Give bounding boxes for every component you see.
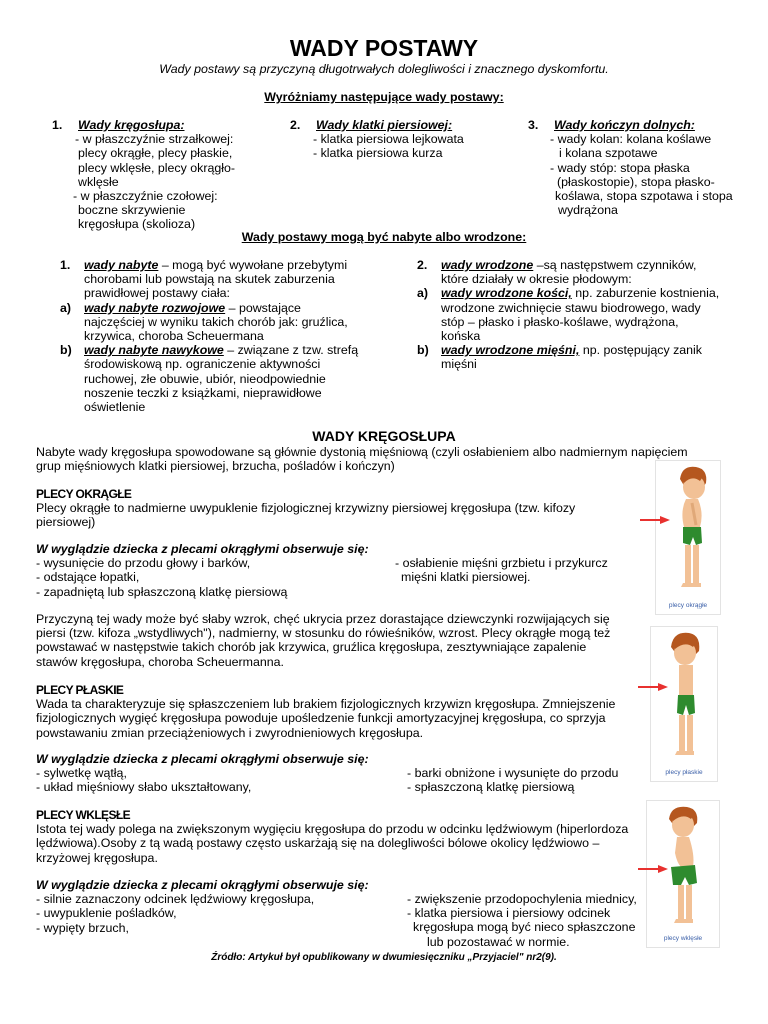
type-column-limbs: 3. Wady kończyn dolnych: - wady kolan: kolana koślawe i kolana szpotawe - wady stóp: stopa płaska (płaskostopie), stopa płasko- koślawa, stopa szpotawa i stopa wydrążona	[528, 118, 753, 217]
round-back-causes: Przyczyną tej wady może być słaby wzrok, chęć ukrycia przez dorastające dziewczynki rozwijających się piersi (tzw. kifoza „wstydliwych"), nadmierny, w stosunku do rówieśników, wzrost. Plecy okrągłe mogą też powstawać w następstwie takich chorób jak krzywica, gruźlica kręgosłupa, zesztywniające zapalenie stawów kręgosłupa, choroba Scheuermanna.	[36, 612, 611, 669]
flat-back-observations-right: - barki obniżone i wysunięte do przodu - spłaszczoną klatkę piersiową	[407, 766, 619, 795]
figure-caption: plecy wklęsłe	[663, 935, 703, 942]
spine-intro: Nabyte wady kręgosłupa spowodowane są głównie dystonią mięśniową (czyli osłabieniem albo nadmiernym napięciem grup mięśniowych klatki piersiowej, brzucha, pośladów i kończyn)	[36, 445, 688, 474]
round-back-section: PLECY OKRĄGŁE Plecy okrągłe to nadmierne uwypuklenie fizjologicznej krzywizny piersiowej kręgosłupa (tzw. kifozy piersiowej)	[36, 487, 646, 530]
type-heading: 2. Wady klatki piersiowej:	[290, 118, 453, 132]
hollow-back-observations: W wyglądzie dziecka z plecami okrągłymi obserwuje się: - silnie zaznaczony odcinek lędźwiowy kręgosłupa, - uwypuklenie pośladków, - wypięty brzuch,	[36, 878, 369, 935]
section-header-types: Wyróżniamy następujące wady postawy:	[264, 90, 504, 104]
hollow-back-heading: PLECY WKLĘSŁE	[36, 808, 130, 822]
spine-section-title: WADY KRĘGOSŁUPA	[312, 428, 456, 444]
round-back-observations-right: - osłabienie mięśni grzbietu i przykurcz mięśni klatki piersiowej.	[395, 556, 608, 585]
page-subtitle: Wady postawy są przyczyną długotrwałych dolegliwości i znacznego dyskomfortu.	[159, 62, 609, 76]
round-back-heading: PLECY OKRĄGŁE	[36, 487, 132, 501]
arrow-right-icon	[638, 864, 668, 874]
child-round-back-illustration	[656, 461, 722, 601]
type-column-spine: 1. Wady kręgosłupa: - w płaszczyźnie strzałkowej: plecy okrągłe, plecy płaskie, plecy wklęsłe, plecy okrągło- wklęsłe - w płaszczyźnie czołowej: boczne skrzywienie kręgosłupa (skolioza)	[52, 118, 282, 232]
type-column-chest: 2. Wady klatki piersiowej: - klatka piersiowa lejkowata - klatka piersiowa kurza	[290, 118, 500, 161]
acquired-defects: 1. wady nabyte – mogą być wywołane przebytymi chorobami lub powstają na skutek zaburzenia prawidłowej postawy ciała: a) wady nabyte rozwojowe – powstające najczęściej w wyniku takich chorób jak: gruźlica, krzywica, choroba Scheuermana b) wady nabyte nawykowe – związane z tzw. strefą środowiskową np. ograniczenie aktywności ruchowej, złe obuwie, ubiór, nieodpowiednie noszenie teczki z książkami, nieprawidłowe oświetlenie	[60, 258, 359, 415]
hollow-back-observations-right: - zwiększenie przodopochylenia miednicy, - klatka piersiowa i piersiowy odcinek kręgosłupa mogą być nieco spłaszczone lub pozostawać w normie.	[407, 892, 637, 949]
hollow-back-section: PLECY WKLĘSŁE Istota tej wady polega na zwiększonym wygięciu kręgosłupa do przodu w odcinku lędźwiowym (hiperlordoza lędźwiowa).Osoby z tą wadą postawy często uskarżają się na dolegliwości bólowe okolicy lędźwiowo – krzyżowej kręgosłupa.	[36, 808, 656, 865]
child-flat-back-illustration	[651, 627, 719, 767]
page-title: WADY POSTAWY	[289, 35, 479, 61]
flat-back-section: PLECY PŁASKIE Wada ta charakteryzuje się spłaszczeniem lub brakiem fizjologicznych krzywizn kręgosłupa. Zmniejszenie fizjologicznych wygięć kręgosłupa powoduje upośledzenie funkcji amortyzacyjnej kręgosłupa, co sprzyja powstawaniu zmian przeciążeniowych i zwyrodnieniowych kręgosłupa.	[36, 683, 646, 740]
source-note: Źródło: Artykuł był opublikowany w dwumiesięczniku „Przyjaciel" nr2(9).	[211, 952, 557, 963]
congenital-defects: 2. wady wrodzone –są następstwem czynników, które działały w okresie płodowym: a) wady wrodzone kości, np. zaburzenie kostnienia, wrodzone zwichnięcie stawu biodrowego, wady stóp – płasko i płasko-koślawe, wydrążona, końska b) wady wrodzone mięśni, np. postępujący zanik mięśni	[417, 258, 720, 372]
section-header-origin: Wady postawy mogą być nabyte albo wrodzone:	[241, 230, 527, 244]
figure-round-back	[655, 460, 721, 615]
type-heading: 1. Wady kręgosłupa:	[52, 118, 185, 132]
figure-flat-back	[650, 626, 718, 782]
figure-hollow-back	[646, 800, 720, 948]
arrow-right-icon	[640, 515, 670, 525]
flat-back-heading: PLECY PŁASKIE	[36, 683, 124, 697]
arrow-right-icon	[638, 682, 668, 692]
type-heading: 3. Wady kończyn dolnych:	[528, 118, 695, 132]
figure-caption: plecy płaskie	[665, 769, 703, 776]
figure-caption: plecy okrągłe	[668, 602, 708, 609]
flat-back-observations: W wyglądzie dziecka z plecami okrągłymi obserwuje się: - sylwetkę wątłą, - układ mięśniowy słabo ukształtowany,	[36, 752, 369, 795]
round-back-observations: W wyglądzie dziecka z plecami okrągłymi obserwuje się: - wysunięcie do przodu głowy i barków, - odstające łopatki, - zapadniętą lub spłaszczoną klatkę piersiową	[36, 542, 369, 599]
